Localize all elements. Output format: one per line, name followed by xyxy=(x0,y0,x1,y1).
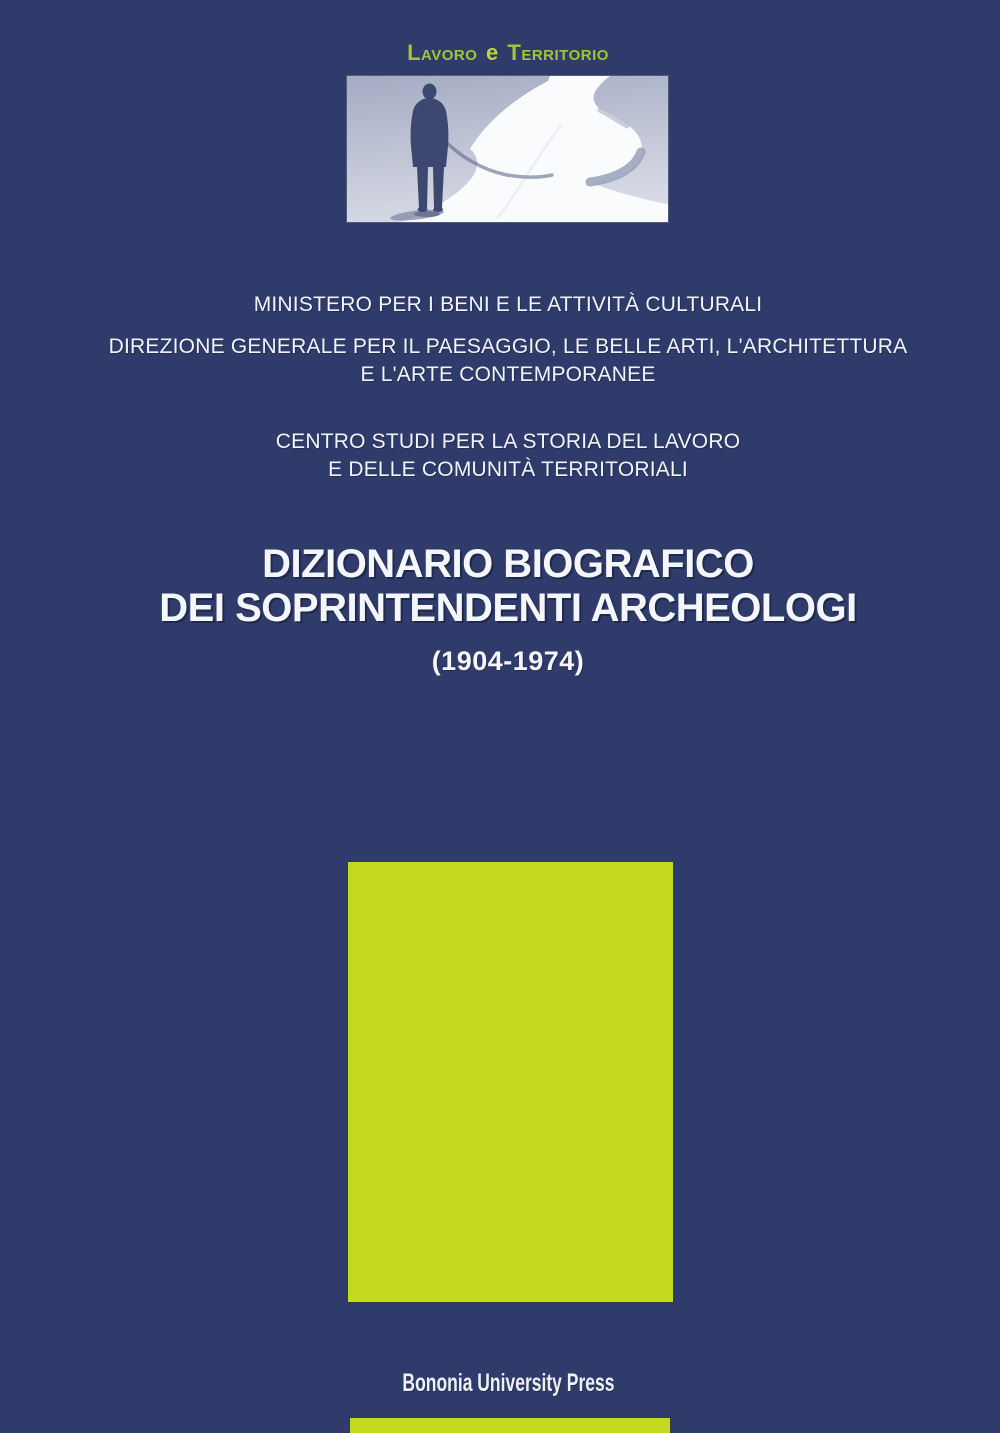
cover-illustration xyxy=(347,76,668,222)
publisher-name: Bononia University Press xyxy=(401,1369,615,1397)
bottom-green-bar xyxy=(350,1418,670,1433)
institution-direzione-generale xyxy=(16,333,1000,389)
green-rectangle xyxy=(348,862,673,1302)
institution-line: CENTRO STUDI PER LA STORIA DEL LAVORO xyxy=(275,430,741,453)
book-title xyxy=(16,542,1000,630)
series-title-word-second: Territorio xyxy=(507,40,609,65)
institution-line: E DELLE COMUNITÀ TERRITORIALI xyxy=(328,458,688,481)
series-title-word-first: Lavoro xyxy=(407,40,478,65)
institution-line: DIREZIONE GENERALE PER IL PAESAGGIO, LE BELLE ARTI, L'ARCHITETTURA xyxy=(108,335,908,358)
institution-ministry xyxy=(16,291,1000,319)
series-title-conjunction: e xyxy=(486,40,499,65)
man-winding-road-illustration xyxy=(347,76,668,222)
book-title-line-2: DEI SOPRINTENDENTI ARCHEOLOGI xyxy=(159,586,857,630)
book-title-line-1: DIZIONARIO BIOGRAFICO xyxy=(262,542,754,586)
institution-centro-studi xyxy=(16,428,1000,484)
institution-line: MINISTERO PER I BENI E LE ATTIVITÀ CULTURALI xyxy=(253,293,763,316)
series-title xyxy=(16,40,1000,66)
book-title-years: (1904-1974) xyxy=(431,646,585,676)
publisher xyxy=(16,1368,1000,1402)
man-ground-shadow-core xyxy=(414,211,440,217)
institution-line: E L'ARTE CONTEMPORANEE xyxy=(360,363,656,386)
